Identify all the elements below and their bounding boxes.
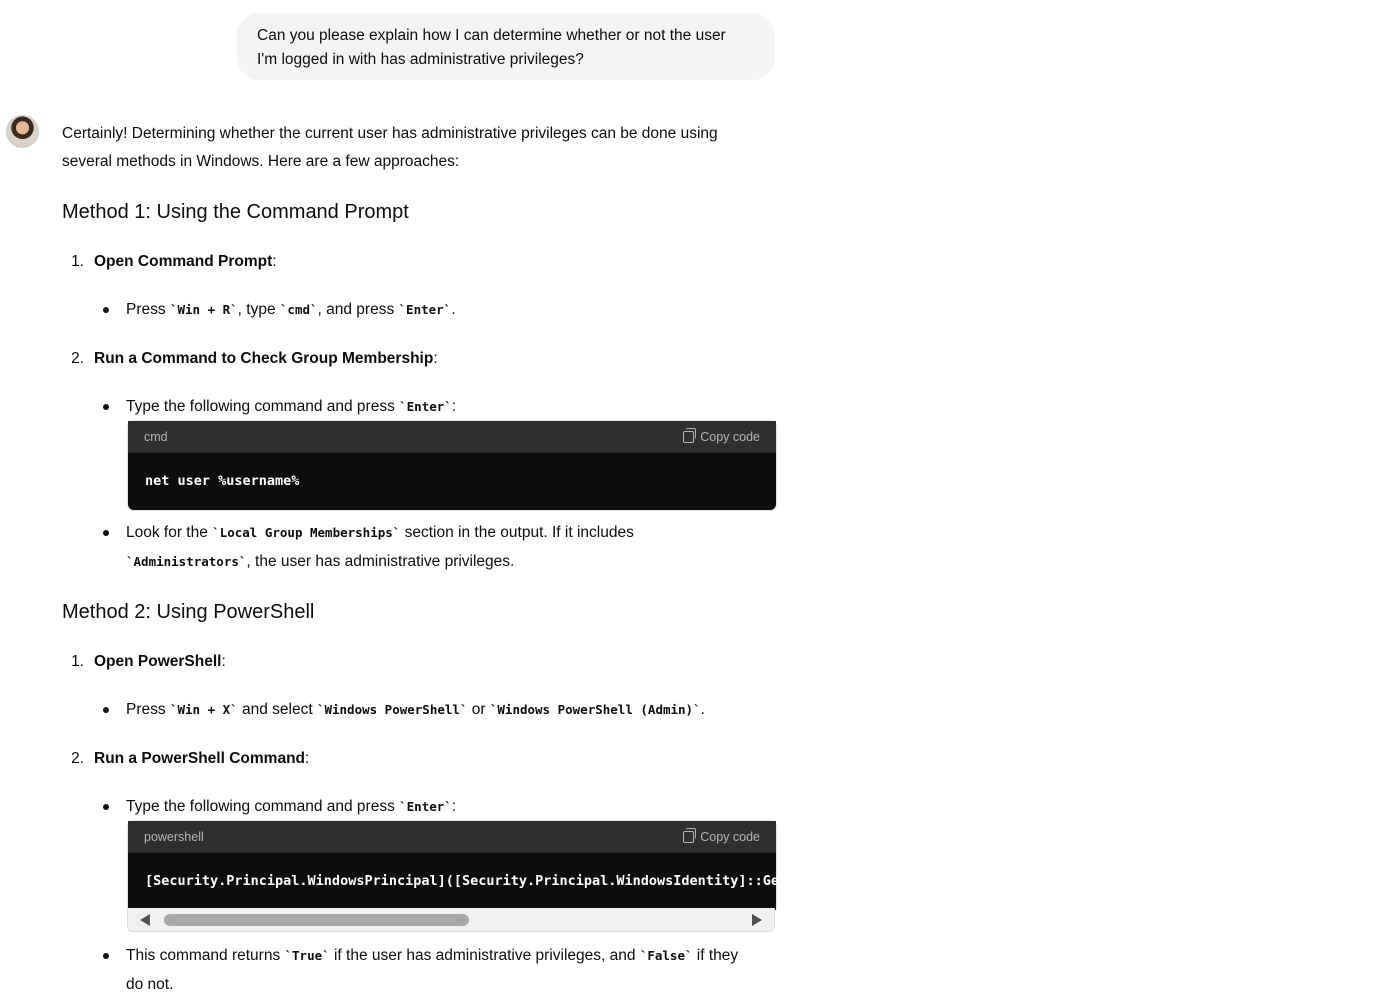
bullet-dot xyxy=(103,707,109,713)
bullet-text: Type the following command and press `Enter`: xyxy=(126,798,457,815)
user-message-line-2: I'm logged in with has administrative privileges? xyxy=(257,51,584,68)
code-language-label: cmd xyxy=(144,430,168,444)
scroll-left-arrow-icon[interactable] xyxy=(140,914,150,926)
list-number: 2. xyxy=(71,750,84,767)
user-message-line-1: Can you please explain how I can determine whether or not the user xyxy=(257,27,726,44)
copy-icon xyxy=(683,431,694,443)
bullet-dot xyxy=(103,804,109,810)
assistant-avatar xyxy=(6,115,39,148)
intro-line-2: several methods in Windows. Here are a few approaches: xyxy=(62,153,460,170)
bullet-text-continued: do not. xyxy=(126,976,174,993)
list-number: 2. xyxy=(71,350,84,367)
code-content: net user %username% xyxy=(145,473,300,489)
intro-line-1: Certainly! Determining whether the current user has administrative privileges can be done using xyxy=(62,125,718,142)
bullet-dot xyxy=(103,404,109,410)
step-title: Open PowerShell: xyxy=(94,653,226,670)
user-message-bubble xyxy=(237,13,775,80)
bullet-dot xyxy=(103,307,109,313)
step-title: Open Command Prompt: xyxy=(94,253,277,270)
copy-code-button[interactable]: Copy code xyxy=(683,421,760,453)
method-2-heading: Method 2: Using PowerShell xyxy=(62,601,315,623)
bullet-text-continued: `Administrators`, the user has administrative privileges. xyxy=(126,553,515,570)
method-1-heading: Method 1: Using the Command Prompt xyxy=(62,201,409,223)
bullet-text: Type the following command and press `Enter`: xyxy=(126,398,457,415)
scroll-thumb[interactable] xyxy=(164,914,469,926)
copy-code-button[interactable]: Copy code xyxy=(683,821,760,853)
code-block-header xyxy=(128,821,776,853)
code-content: [Security.Principal.WindowsPrincipal]([Security.Principal.WindowsIdentity]::GetCurrent()).IsInRole([Security.Principal.WindowsBuiltInRole]::Administrator) xyxy=(145,873,1397,889)
scroll-right-arrow-icon[interactable] xyxy=(752,914,762,926)
bullet-text: Press `Win + X` and select `Windows PowerShell` or `Windows PowerShell (Admin)`. xyxy=(126,701,705,718)
bullet-dot xyxy=(103,953,109,959)
step-title: Run a PowerShell Command: xyxy=(94,750,310,767)
bullet-text: This command returns `True` if the user has administrative privileges, and `False` if they xyxy=(126,947,739,964)
code-block-cmd xyxy=(127,420,777,511)
list-number: 1. xyxy=(71,253,84,270)
code-language-label: powershell xyxy=(144,830,204,844)
list-number: 1. xyxy=(71,653,84,670)
code-block-header xyxy=(128,421,776,453)
bullet-dot xyxy=(103,530,109,536)
bullet-text: Look for the `Local Group Memberships` section in the output. If it includes xyxy=(126,524,634,541)
step-title: Run a Command to Check Group Membership: xyxy=(94,350,438,367)
bullet-text: Press `Win + R`, type `cmd`, and press `Enter`. xyxy=(126,301,456,318)
code-horizontal-scrollbar[interactable] xyxy=(127,908,775,932)
copy-icon xyxy=(683,831,694,843)
code-block-powershell xyxy=(127,820,1397,910)
